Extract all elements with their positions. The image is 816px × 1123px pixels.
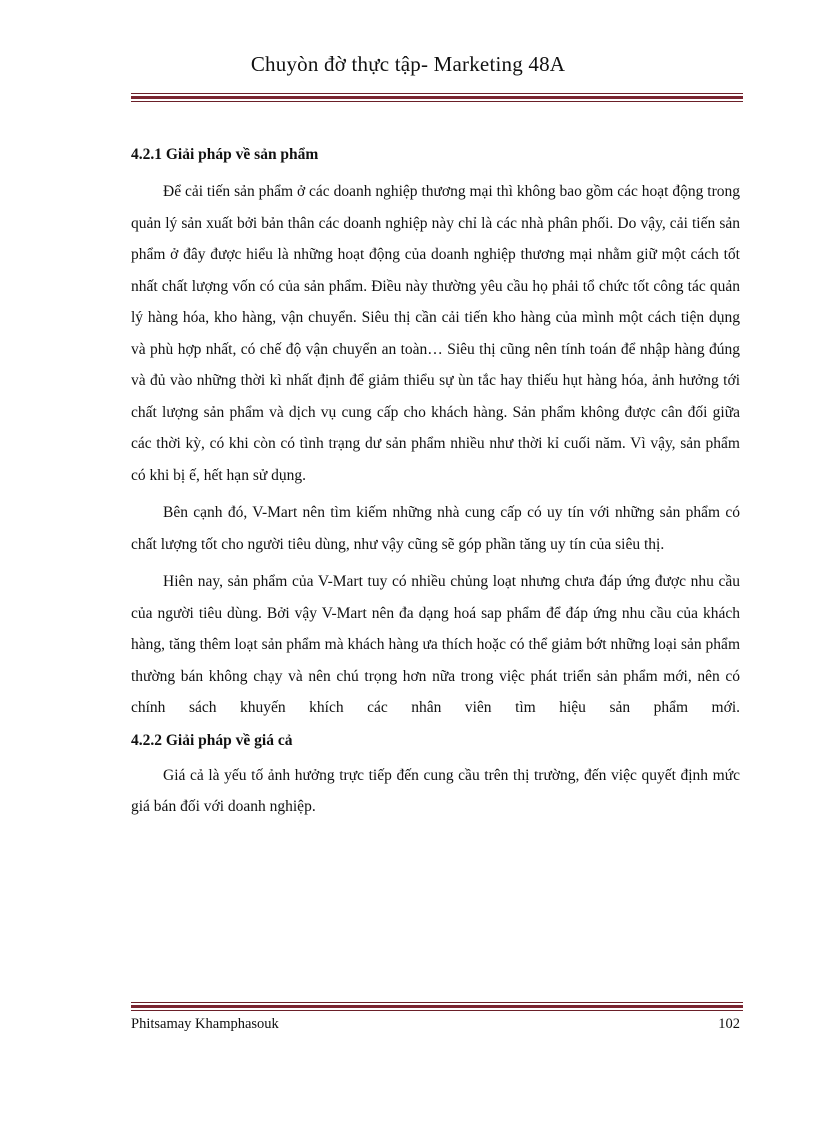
page-header-title: Chuyòn đờ thực tập- Marketing 48A	[250, 52, 566, 76]
section-heading-price: 4.2.2 Giải pháp về giá cả	[131, 731, 293, 749]
paragraph-product-2: Bên cạnh đó, V-Mart nên tìm kiếm những nhà cung cấp có uy tín với những sản phẩm có chất lượng tốt cho người tiêu dùng, như vậy cũng sẽ góp phần tăng uy tín của siêu thị.	[131, 504, 740, 553]
footer-page-number: 102	[718, 1016, 740, 1032]
header-rule	[131, 93, 743, 102]
section-heading-product: 4.2.1 Giải pháp về sản phẩm	[131, 146, 319, 163]
footer-author: Phitsamay Khamphasouk	[131, 1016, 279, 1032]
paragraph-product-3: Hiên nay, sản phẩm của V-Mart tuy có nhiều chủng loạt nhưng chưa đáp ứng được nhu cầu của người tiêu dùng. Bởi vậy V-Mart nên đa dạng hoá sap phẩm để đáp ứng nhu cầu của khách hàng, tăng thêm loạt sản phẩm mà khách hàng ưa thích hoặc có thể giảm bớt những loại sản phẩm thường bán không chạy và nên chú trọng hơn nữa trong việc phát triển sản phẩm mới, nên có chính sách khuyến khích các nhân viên tìm hiệu sản phẩm mới.	[131, 573, 740, 716]
paragraph-price-1: Giá cả là yếu tố ảnh hưởng trực tiếp đến cung cầu trên thị trường, đến việc quyết định mức giá bán đối với doanh nghiệp.	[131, 766, 740, 815]
document-body	[131, 140, 740, 823]
footer-rule	[131, 1002, 743, 1011]
paragraph-product-1: Để cải tiến sản phẩm ở các doanh nghiệp thương mại thì không bao gồm các hoạt động trong quản lý sản xuất bởi bản thân các doanh nghiệp này chỉ là các nhà phân phối. Do vậy, cải tiến sản phẩm ở đây được hiểu là những hoạt động của doanh nghiệp thương mại nhằm giữ một cách tốt nhất chất lượng vốn có của sản phẩm. Điều này thường yêu cầu họ phải tổ chức tốt công tác quản lý hàng hóa, kho hàng, vận chuyển. Siêu thị cần cải tiến kho hàng của mình một cách tiện dụng và phù hợp nhất, có chế độ vận chuyển an toàn… Siêu thị cũng nên tính toán để nhập hàng đúng và đủ vào những thời kì nhất định để giảm thiểu sự ùn tắc hay thiếu hụt hàng hóa, ảnh hưởng tới chất lượng sản phẩm và dịch vụ cung cấp cho khách hàng. Sản phẩm không được cân đối giữa các thời kỳ, có khi còn có tình trạng dư sản phẩm nhiều như thời kỉ cuối năm. Vì vậy, sản phẩm có khi bị ế, hết hạn sử dụng.	[131, 183, 740, 484]
